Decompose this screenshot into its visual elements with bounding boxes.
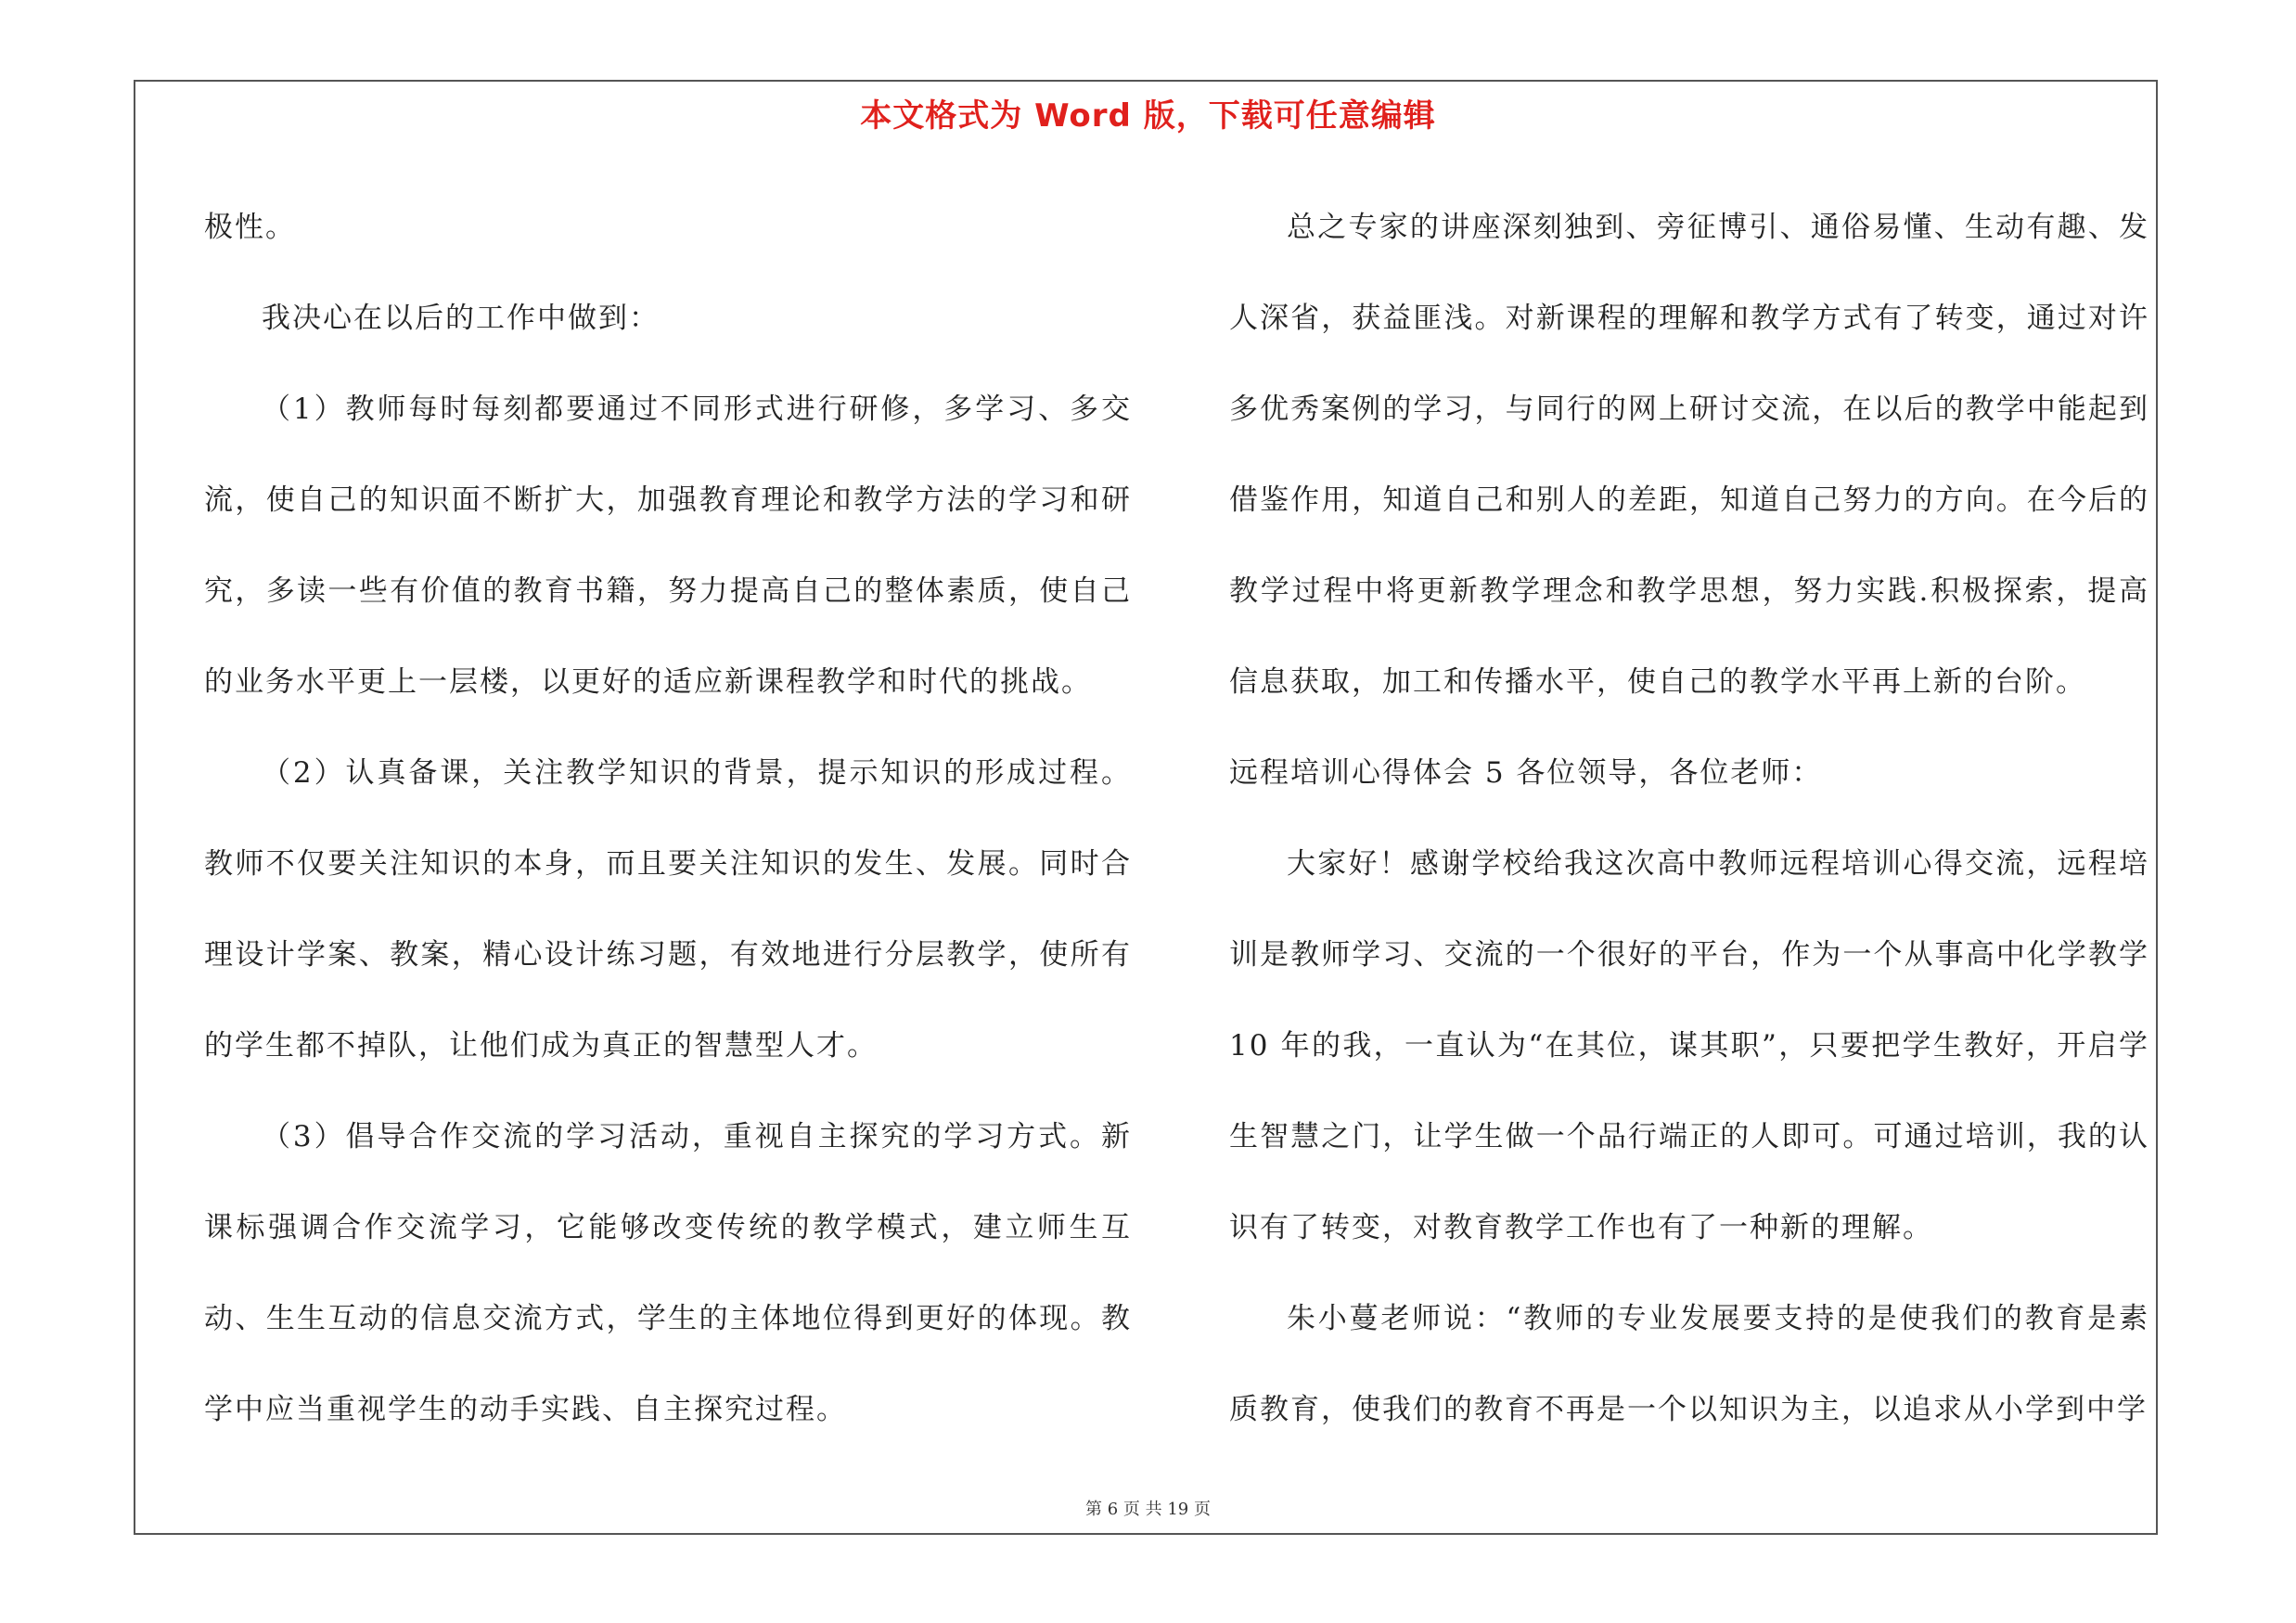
right-column <box>1229 182 2149 1455</box>
paragraph: （1）教师每时每刻都要通过不同形式进行研修，多学习、多交流，使自己的知识面不断扩大，加强教育理论和教学方法的学习和研究，多读一些有价值的教育书籍，努力提高自己的整体素质，使自己的业务水平更上一层楼，以更好的适应新课程教学和时代的挑战。 <box>204 393 1132 699</box>
paragraph: 我决心在以后的工作中做到： <box>262 302 660 335</box>
section-heading: 远程培训心得体会 5 各位领导，各位老师： <box>1229 756 1823 790</box>
paragraph: （2）认真备课，关注教学知识的背景，提示知识的形成过程。教师不仅要关注知识的本身，而且要关注知识的发生、发展。同时合理设计学案、教案，精心设计练习题，有效地进行分层教学，使所有的学生都不掉队，让他们成为真正的智慧型人才。 <box>204 756 1132 1063</box>
paragraph: 极性。 <box>204 211 296 244</box>
paragraph: （3）倡导合作交流的学习活动，重视自主探究的学习方式。新课标强调合作交流学习，它能够改变传统的教学模式，建立师生互动、生生互动的信息交流方式，学生的主体地位得到更好的体现。教学中应当重视学生的动手实践、自主探究过程。 <box>204 1120 1132 1426</box>
header-banner: 本文格式为 Word 版，下载可任意编辑 <box>860 97 1436 135</box>
paragraph: 总之专家的讲座深刻独到、旁征博引、通俗易懂、生动有趣、发人深省，获益匪浅。对新课程的理解和教学方式有了转变，通过对许多优秀案例的学习，与同行的网上研讨交流，在以后的教学中能起到借鉴作用，知道自己和别人的差距，知道自己努力的方向。在今后的教学过程中将更新教学理念和教学思想，努力实践.积极探索，提高信息获取，加工和传播水平，使自己的教学水平再上新的台阶。 <box>1229 211 2149 699</box>
paragraph: 朱小蔓老师说：“教师的专业发展要支持的是使我们的教育是素质教育，使我们的教育不再是一个以知识为主，以追求从小学到中学 <box>1229 1302 2149 1426</box>
paragraph: 大家好！感谢学校给我这次高中教师远程培训心得交流，远程培训是教师学习、交流的一个很好的平台，作为一个从事高中化学教学 10 年的我，一直认为“在其位，谋其职”，只要把学生教好，开启学生智慧之门，让学生做一个品行端正的人即可。可通过培训，我的认识有了转变，对教育教学工作也有了一种新的理解。 <box>1229 847 2149 1244</box>
left-column <box>204 182 1132 1455</box>
page-number: 第 6 页 共 19 页 <box>1085 1500 1211 1519</box>
